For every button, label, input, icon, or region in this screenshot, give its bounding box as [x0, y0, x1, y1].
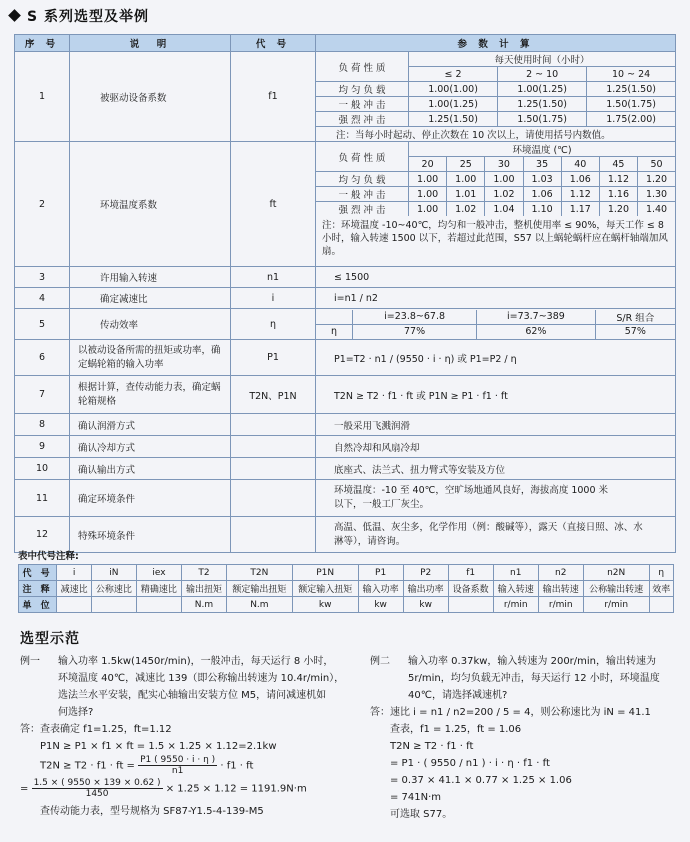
row-seq: 1 [15, 52, 70, 142]
question-line: 何选择? [58, 707, 94, 718]
factor-value: 1.25(1.50) [587, 82, 675, 97]
temp-col: 30 [485, 157, 523, 172]
row-seq: 7 [15, 376, 70, 414]
table-row [15, 52, 676, 142]
code-cell: T2 [181, 565, 226, 581]
question-line: 5r/min，均匀负载无冲击，每天运行 12 小时，环境温度 [408, 673, 660, 684]
note-cell: 额定输入扭矩 [292, 581, 358, 597]
code-cell: n2N [583, 565, 649, 581]
unit-cell [448, 597, 493, 613]
factor-value: 1.10 [523, 202, 561, 217]
answer-line: = 741N·m [390, 792, 442, 803]
factor-value: 1.75(2.00) [587, 112, 675, 127]
header-params: 参 数 计 算 [316, 35, 676, 52]
table-row [15, 414, 676, 436]
code-cell: η [649, 565, 673, 581]
row-code: ft [231, 142, 316, 267]
factor-value: 1.25(1.50) [409, 112, 498, 127]
note-cell: 输出扭矩 [181, 581, 226, 597]
temp-col: 20 [409, 157, 447, 172]
note-cell: 额定输出扭矩 [226, 581, 292, 597]
factor-value: 1.06 [523, 187, 561, 202]
note-cell: 输入转速 [493, 581, 538, 597]
row-code: P1 [231, 340, 316, 376]
row-code: n1 [231, 267, 316, 288]
fraction: $\frac{P1 ( 9550 \cdot i \cdot \eta )}{n1}$ [140, 755, 216, 776]
row-param: 自然冷却和风扇冷却 [316, 436, 676, 458]
table-row [15, 288, 676, 309]
factor-value: 1.12 [599, 172, 637, 187]
codes-label: 单 位 [19, 597, 57, 613]
factor-value: 1.16 [599, 187, 637, 202]
service-factor-cell [316, 52, 676, 142]
row-code [231, 480, 316, 517]
row-code: η [231, 309, 316, 340]
table-row [15, 458, 676, 480]
temp-factor-cell [316, 142, 676, 267]
header-code: 代 号 [231, 35, 316, 52]
row-desc: 确认输出方式 [70, 458, 231, 480]
factor-value: 1.00 [409, 187, 447, 202]
eq-formula: = $\frac{1.5 \times ( 9550 \times 139 \times 0.62 )}{1450}$ × 1.25 × 1.12 = 1191.9N·m [20, 778, 307, 799]
factor-value: 1.00(1.25) [409, 97, 498, 112]
unit-cell: kw [358, 597, 403, 613]
code-cell: T2N [226, 565, 292, 581]
example-label: 例一 [20, 656, 40, 667]
factor-value: 1.00(1.25) [498, 82, 587, 97]
row-desc: 环境温度系数 [70, 142, 231, 267]
example-title: 选型示范 [20, 631, 80, 647]
row-desc: 确定减速比 [70, 288, 231, 309]
codes-title: 表中代号注释: [18, 551, 79, 562]
load-name: 均 匀 负 载 [316, 82, 409, 97]
factor-value: 1.40 [638, 202, 675, 217]
row-param: 高温、低温、灰尘多，化学作用（例：酸碱等），露天（直接日照、冰、水淋等），请咨询。 [316, 517, 676, 553]
question-line: 输入功率 1.5kw(1450r/min)，一般冲击，每天运行 8 小时， [58, 656, 334, 667]
factor-value: 1.00 [409, 172, 447, 187]
answer-line: = P1 · ( 9550 / n1 ) · i · η · f1 · ft [390, 758, 550, 769]
factor-value: 1.02 [485, 187, 523, 202]
row-seq: 9 [15, 436, 70, 458]
temp-col: 25 [447, 157, 485, 172]
row-desc: 确定环境条件 [70, 480, 231, 517]
factor-value: 1.00 [485, 172, 523, 187]
load-label: 负 荷 性 质 [316, 142, 409, 172]
unit-cell: r/min [493, 597, 538, 613]
unit-cell: N.m [181, 597, 226, 613]
selection-table [14, 34, 676, 553]
code-cell: i [57, 565, 92, 581]
hours-col: 2 ~ 10 [498, 67, 587, 82]
note-cell: 减速比 [57, 581, 92, 597]
row-desc: 许用输入转速 [70, 267, 231, 288]
note-cell: 输入功率 [358, 581, 403, 597]
table-row [15, 142, 676, 267]
example-label: 例二 [370, 656, 390, 667]
row1-note: 注：当每小时起动、停止次数在 10 次以上，请使用括号内数值。 [316, 127, 675, 142]
codes-table [18, 564, 674, 613]
factor-value: 1.20 [599, 202, 637, 217]
factor-value: 1.00 [409, 202, 447, 217]
answer-line: 查表，f1 = 1.25，ft = 1.06 [390, 724, 522, 735]
factor-value: 1.17 [561, 202, 599, 217]
row-desc: 特殊环境条件 [70, 517, 231, 553]
codes-label: 代 号 [19, 565, 57, 581]
code-cell: n1 [493, 565, 538, 581]
row-desc: 被驱动设备系数 [70, 52, 231, 142]
row-code: f1 [231, 52, 316, 142]
eta-label: η [316, 324, 353, 339]
answer-line: 可选取 S77。 [390, 809, 453, 820]
question-line: 40℃，请选择减速机? [408, 690, 508, 701]
table-row [15, 480, 676, 517]
efficiency-cell [316, 309, 676, 340]
row-seq: 11 [15, 480, 70, 517]
code-cell: iN [91, 565, 136, 581]
note-cell: 输出功率 [403, 581, 448, 597]
row-code: T2N、P1N [231, 376, 316, 414]
factor-value: 1.30 [638, 187, 675, 202]
answer-line: = 0.37 × 41.1 × 0.77 × 1.25 × 1.06 [390, 775, 572, 786]
ratio-range: i=73.7~389 [477, 310, 595, 325]
load-name: 均 匀 负 载 [316, 172, 409, 187]
load-name: 一 般 冲 击 [316, 97, 409, 112]
hours-col: 10 ~ 24 [587, 67, 675, 82]
header-desc: 说 明 [70, 35, 231, 52]
diamond-bullet-icon [8, 9, 21, 22]
row-param: P1=T2 · n1 / (9550 · i · η) 或 P1=P2 / η [316, 340, 676, 376]
answer-line: T2N ≥ T2 · f1 · ft [390, 741, 474, 752]
fraction: $\frac{1.5 \times ( 9550 \times 139 \times 0.62 )}{1450}$ [33, 778, 161, 799]
header-seq: 序 号 [15, 35, 70, 52]
row-code [231, 458, 316, 480]
row-code [231, 517, 316, 553]
factor-value: 1.12 [561, 187, 599, 202]
code-cell: f1 [448, 565, 493, 581]
temp-col: 50 [638, 157, 675, 172]
example-two [370, 653, 682, 823]
hours-col: ≤ 2 [409, 67, 498, 82]
factor-value: 1.25(1.50) [498, 97, 587, 112]
temp-col: 45 [599, 157, 637, 172]
factor-value: 1.03 [523, 172, 561, 187]
factor-value: 1.06 [561, 172, 599, 187]
row-desc: 根据计算，查传动能力表，确定蜗轮箱规格 [70, 376, 231, 414]
code-cell: P1 [358, 565, 403, 581]
note-cell: 输出转速 [538, 581, 583, 597]
factor-value: 1.01 [447, 187, 485, 202]
table-row [15, 517, 676, 553]
code-cell: P2 [403, 565, 448, 581]
example-one [20, 653, 360, 820]
efficiency-value: 62% [477, 324, 595, 339]
factor-value: 1.00 [447, 172, 485, 187]
codes-label: 注 释 [19, 581, 57, 597]
temp-col: 35 [523, 157, 561, 172]
unit-cell [649, 597, 673, 613]
answer-label: 答： [370, 707, 390, 718]
table-row [15, 340, 676, 376]
load-name: 强 烈 冲 击 [316, 202, 409, 217]
table-row [15, 309, 676, 340]
unit-cell: r/min [538, 597, 583, 613]
table-row [15, 267, 676, 288]
row-seq: 12 [15, 517, 70, 553]
row-code [231, 414, 316, 436]
code-cell: P1N [292, 565, 358, 581]
row-param: ≤ 1500 [316, 267, 676, 288]
unit-cell [136, 597, 181, 613]
note-cell: 公称输出转速 [583, 581, 649, 597]
answer-line: 速比 i = n1 / n2=200 / 5 = 4，则公称速比为 iN = 41.1 [390, 707, 651, 718]
load-name: 一 般 冲 击 [316, 187, 409, 202]
row-seq: 5 [15, 309, 70, 340]
load-label: 负 荷 性 质 [316, 52, 409, 82]
factor-value: 1.50(1.75) [498, 112, 587, 127]
load-name: 强 烈 冲 击 [316, 112, 409, 127]
note-cell: 设备系数 [448, 581, 493, 597]
row-param: T2N ≥ T2 · f1 · ft 或 P1N ≥ P1 · f1 · ft [316, 376, 676, 414]
row-param: 环境温度：-10 至 40℃，空旷场地通风良好，海拔高度 1000 米以下，一般工厂灰尘。 [316, 480, 676, 517]
factor-value: 1.02 [447, 202, 485, 217]
factor-value: 1.20 [638, 172, 675, 187]
answer-line: P1N ≥ P1 × f1 × ft = 1.5 × 1.25 × 1.12=2.1kw [40, 741, 277, 752]
t2n-formula: T2N ≥ T2 · f1 · ft = $\frac{P1 ( 9550 \cdot i \cdot \eta )}{n1}$ · f1 · ft [40, 755, 254, 776]
code-cell: iex [136, 565, 181, 581]
table-row [15, 436, 676, 458]
question-line: 输入功率 0.37kw，输入转速为 200r/min，输出转速为 [408, 656, 657, 667]
question-line: 选法兰水平安装，配实心轴输出安装方位 M5，请问减速机如 [58, 690, 327, 701]
unit-cell: N.m [226, 597, 292, 613]
row-seq: 6 [15, 340, 70, 376]
temp-col: 40 [561, 157, 599, 172]
factor-value: 1.04 [485, 202, 523, 217]
conclusion: 查传动能力表，型号规格为 SF87-Y1.5-4-139-M5 [40, 806, 264, 817]
unit-cell: kw [403, 597, 448, 613]
row-seq: 2 [15, 142, 70, 267]
row-seq: 8 [15, 414, 70, 436]
note-cell: 公称速比 [91, 581, 136, 597]
question-line: 环境温度 40℃，减速比 139（即公称输出转速为 10.4r/min）， [58, 673, 345, 684]
temp-title: 环境温度 (℃) [409, 142, 676, 157]
table-row [15, 376, 676, 414]
row-desc: 确认冷却方式 [70, 436, 231, 458]
page-title: S 系列选型及举例 [6, 6, 149, 26]
ratio-range: i=23.8~67.8 [353, 310, 477, 325]
row-desc: 确认润滑方式 [70, 414, 231, 436]
hours-title: 每天使用时间（小时） [409, 52, 676, 67]
row-param: i=n1 / n2 [316, 288, 676, 309]
code-cell: n2 [538, 565, 583, 581]
unit-cell [57, 597, 92, 613]
efficiency-value: 77% [353, 324, 477, 339]
note-cell: 效率 [649, 581, 673, 597]
row-param: 底座式、法兰式、扭力臂式等安装及方位 [316, 458, 676, 480]
answer-label: 答： [20, 724, 40, 735]
unit-cell: kw [292, 597, 358, 613]
row-code: i [231, 288, 316, 309]
factor-value: 1.50(1.75) [587, 97, 675, 112]
row-seq: 3 [15, 267, 70, 288]
row-param: 一般采用飞溅润滑 [316, 414, 676, 436]
answer-line: 查表确定 f1=1.25，ft=1.12 [40, 724, 172, 735]
ratio-range: S/R 组合 [595, 310, 675, 325]
row2-note: 注：环境温度 -10~40℃，均匀和一般冲击，整机使用率 ≤ 90%，每天工作 ≤ 8 小时，输入转速 1500 以下，若超过此范围，S57 以上蜗轮蜗杆应在蜗杆轴端加风扇。 [322, 220, 668, 257]
row-seq: 4 [15, 288, 70, 309]
row-desc: 以被动设备所需的扭矩或功率，确定蜗轮箱的输入功率 [70, 340, 231, 376]
unit-cell [91, 597, 136, 613]
row-desc: 传动效率 [70, 309, 231, 340]
row-code [231, 436, 316, 458]
unit-cell: r/min [583, 597, 649, 613]
note-cell: 精确速比 [136, 581, 181, 597]
efficiency-value: 57% [595, 324, 675, 339]
row-seq: 10 [15, 458, 70, 480]
factor-value: 1.00(1.00) [409, 82, 498, 97]
